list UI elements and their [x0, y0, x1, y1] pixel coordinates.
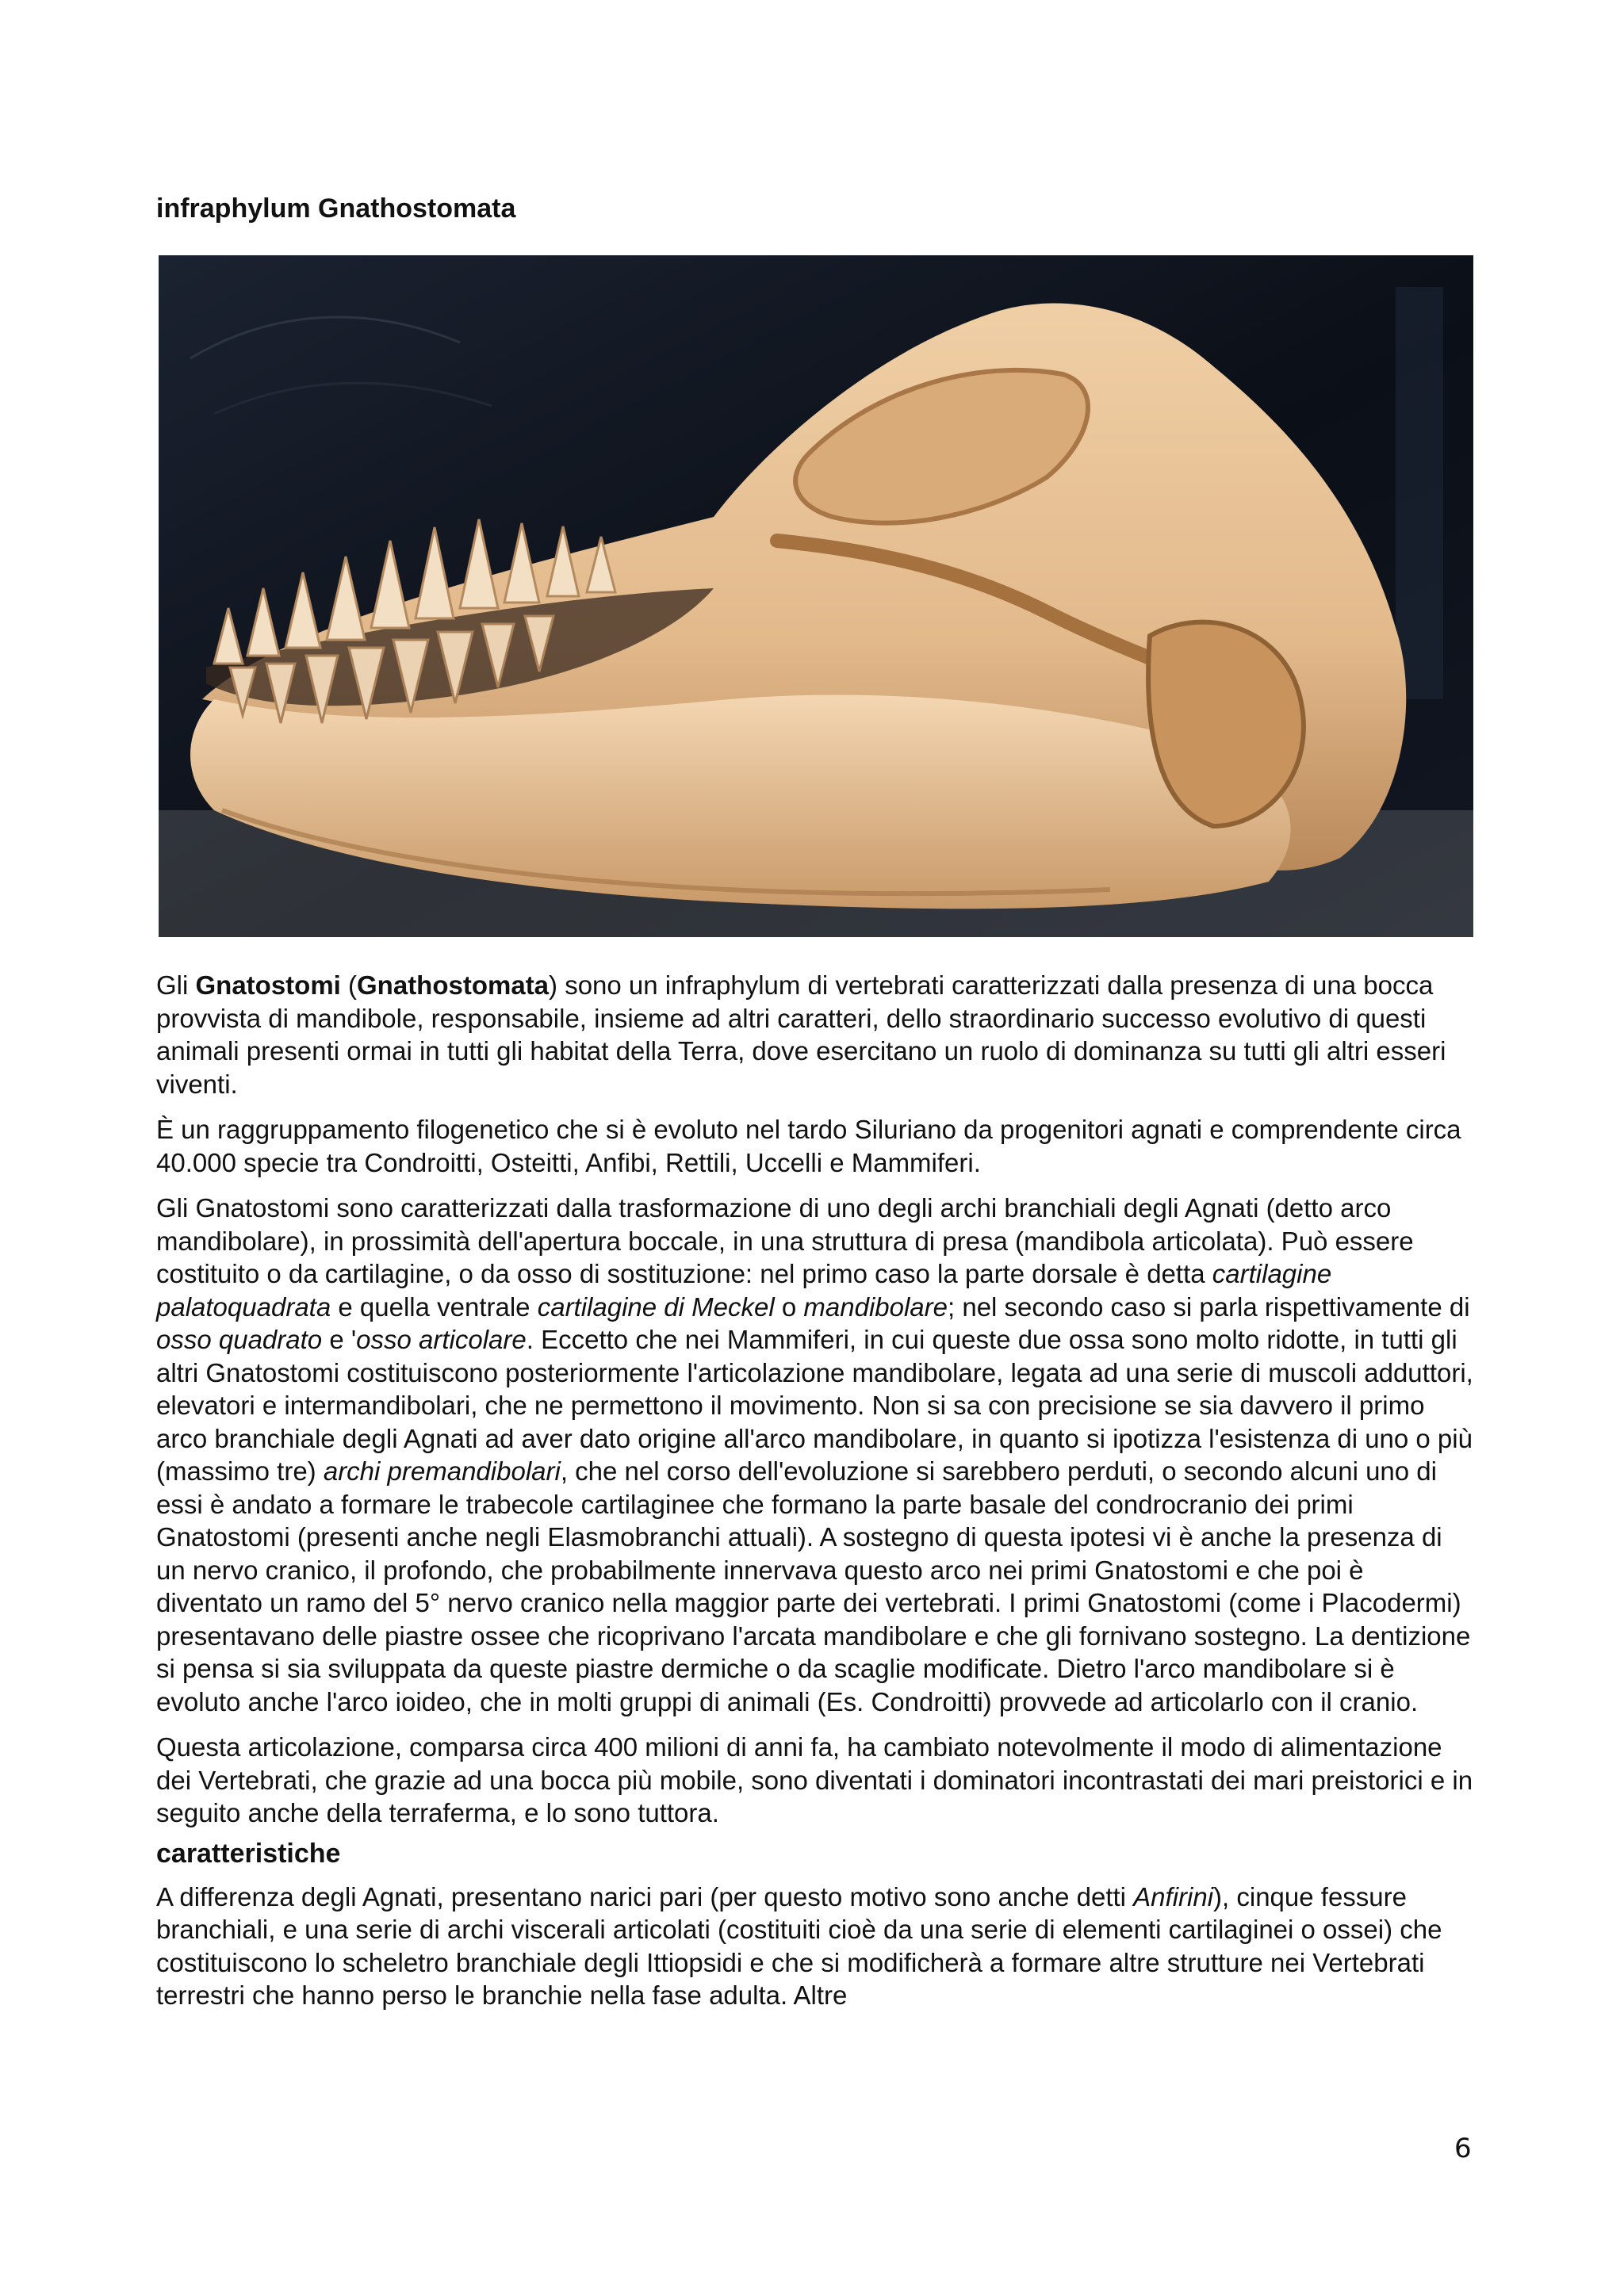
mandible-paragraph: Gli Gnatostomi sono caratterizzati dalla trasformazione di uno degli archi branchiali degli Agnati (detto arco mandibolare), in prossimità dell'apertura boccale, in una struttura di presa (mandibola articolata). Può essere costituito o da cartilagine, o da osso di sostituzione: nel primo caso la parte dorsale è detta cartilagine palatoquadrata e quella ventrale cartilagine di Meckel o mandibolare; nel secondo caso si parla rispettivamente di osso quadrato e 'osso articolare. Eccetto che nei Mammiferi, in cui queste due ossa sono molto ridotte, in tutti gli altri Gnatostomi costituiscono posteriormente l'articolazione mandibolare, legata ad una serie di muscoli adduttori, elevatori e intermandibolari, che ne permettono il movimento. Non si sa con precisione se sia davvero il primo arco branchiale degli Agnati ad aver dato origine all'arco mandibolare, in quanto si ipotizza l'esistenza di uno o più (massimo tre) archi premandibolari, che nel corso dell'evoluzione si sarebbero perduti, o secondo alcuni uno di essi è andato a formare le trabecole cartilaginee che formano la parte basale del condrocranio dei primi Gnatostomi (presenti anche negli Elasmobranchi attuali). A sostegno di questa ipotesi vi è anche la presenza di un nervo cranico, il profondo, che probabilmente innervava questo arco nei primi Gnatostomi e che poi è diventato un ramo del 5° nervo cranico nella maggior parte dei vertebrati. I primi Gnatostomi (come i Placodermi) presentavano delle piastre ossee che ricoprivano l'arcata mandibolare e che gli fornivano sostegno. La dentizione si pensa si sia sviluppata da queste piastre dermiche o da scaglie modificate. Dietro l'arco mandibolare si è evoluto anche l'arco ioideo, che in molti gruppi di animali (Es. Condroitti) provvede ad articolarlo con il cranio. — [156, 1193, 1473, 1716]
page-title: infraphylum Gnathostomata — [156, 193, 516, 224]
orca-skull-illustration — [159, 255, 1473, 937]
body-text — [156, 969, 1477, 2025]
articulation-paragraph: Questa articolazione, comparsa circa 400 milioni di anni fa, ha cambiato notevolmente il modo di alimentazione dei Vertebrati, che grazie ad una bocca più mobile, sono diventati i dominatori incontrastati dei mari preistorici e in seguito anche della terraferma, e lo sono tuttora. — [156, 1732, 1473, 1827]
section-heading: caratteristiche — [156, 1838, 341, 1869]
phylogeny-paragraph: È un raggruppamento filogenetico che si è evoluto nel tardo Siluriano da progenitori agnati e comprendente circa 40.000 specie tra Condroitti, Osteitti, Anfibi, Rettili, Uccelli e Mammiferi. — [156, 1115, 1461, 1177]
characteristics-paragraph: A differenza degli Agnati, presentano narici pari (per questo motivo sono anche detti Anfirini), cinque fessure branchiali, e una serie di archi viscerali articolati (costituiti cioè da una serie di elementi cartilaginei o ossei) che costituiscono lo scheletro branchiale degli Ittiopsidi e che si modificherà a formare altre strutture nei Vertebrati terrestri che hanno perso le branchie nella fase adulta. Altre — [156, 1881, 1442, 2010]
page-number: 6 — [1454, 2133, 1472, 2164]
skull-photo — [159, 255, 1473, 937]
intro-paragraph: Gli Gnatostomi (Gnathostomata) sono un infraphylum di vertebrati caratterizzati dalla presenza di una bocca provvista di mandibole, responsabile, insieme ad altri caratteri, dello straordinario successo evolutivo di questi animali presenti ormai in tutti gli habitat della Terra, dove esercitano un ruolo di dominanza su tutti gli altri esseri viventi. — [156, 970, 1446, 1099]
